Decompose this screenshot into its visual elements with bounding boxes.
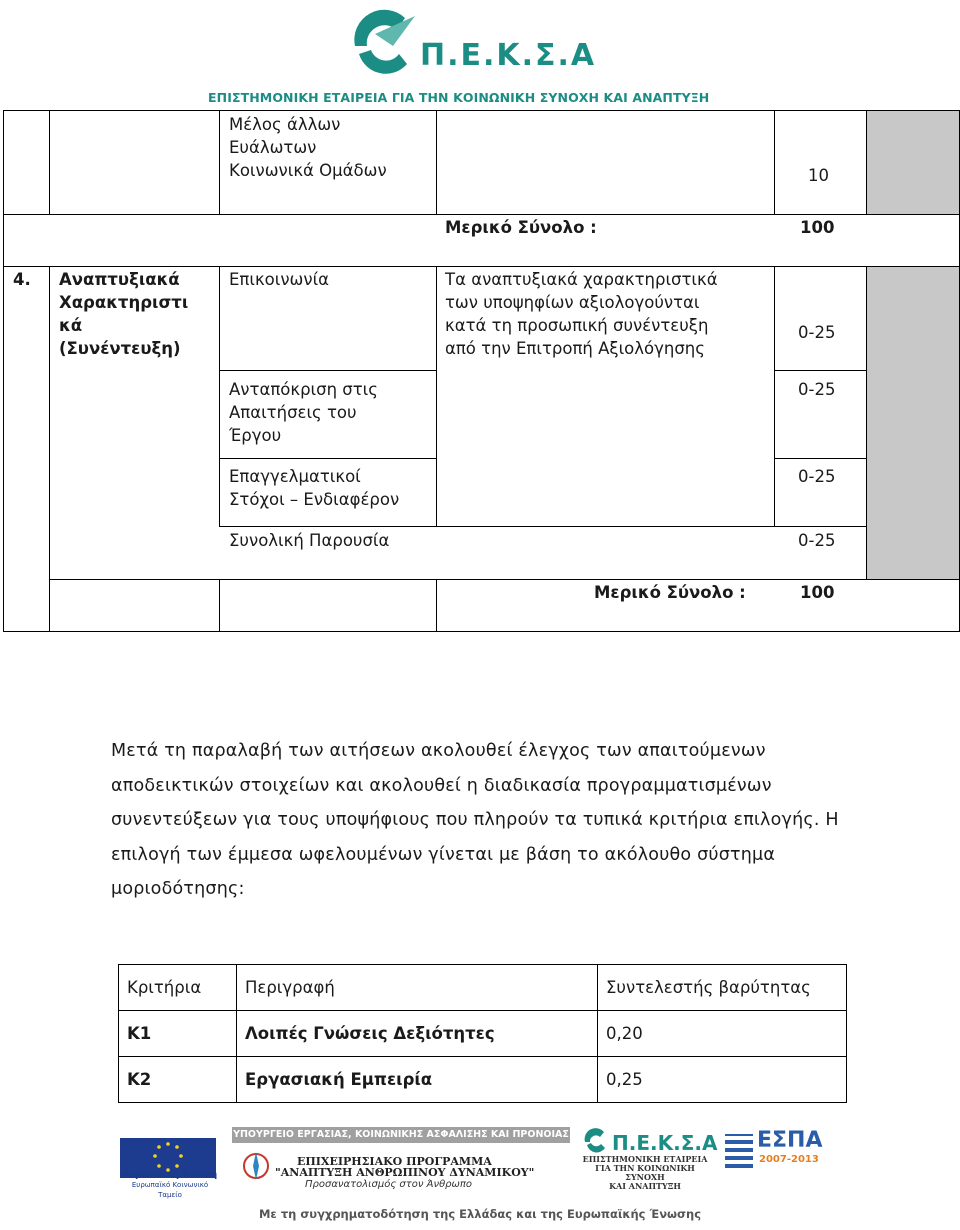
eu-caption: Ευρωπαϊκή Ένωση Ευρωπαϊκό Κοινωνικό Ταμείο (122, 1170, 218, 1199)
row-description: Λοιπές Γνώσεις Δεξιότητες (237, 1011, 598, 1057)
row-code: Κ1 (119, 1011, 237, 1057)
row-code: Κ2 (119, 1057, 237, 1103)
score-professional-goals: 0-25 (798, 467, 836, 486)
criterion-responsiveness: Ανταπόκριση στις Απαιτήσεις του Έργου (229, 380, 378, 445)
header-weight: Συντελεστής βαρύτητας (598, 965, 847, 1011)
body-paragraph: Μετά τη παραλαβή των αιτήσεων ακολουθεί έλεγχος των απαιτούμενων αποδεικτικών στοιχείων και ακολουθεί η διαδικασία προγραμματισμένων συνεντεύξεων για τους υποψήφιους που πληρούν τα τυπικά κριτήρια επιλογής. Η επιλογή των έμμεσα ωφελουμένων γίνεται με βάση το ακόλουθο σύστημα μοριοδότησης: (111, 741, 839, 899)
score-overall-presence: 0-25 (798, 531, 836, 550)
table-header-row (119, 965, 847, 1011)
score-responsiveness: 0-25 (798, 380, 836, 399)
program-subtitle: Προσανατολισμός στον Άνθρωπο (305, 1179, 473, 1190)
cofunding-note: Με τη συγχρηματοδότηση της Ελλάδας και της Ευρωπαϊκής Ένωσης (258, 1207, 702, 1221)
table-row (119, 1057, 847, 1103)
table-row (119, 1011, 847, 1057)
prev-criterion: Μέλος άλλων Ευάλωτων Κοινωνικά Ομάδων (229, 115, 387, 180)
section-number: 4. (13, 270, 31, 289)
header-brand: Π.Ε.Κ.Σ.Α (420, 38, 597, 73)
header-subtitle: ΕΠΙΣΤΗΜΟΝΙΚΗ ΕΤΑΙΡΕΙΑ ΓΙΑ ΤΗΝ ΚΟΙΝΩΝΙΚΗ ΣΥΝΟΧΗ ΚΑΙ ΑΝΑΠΤΥΞΗ (208, 90, 710, 105)
program-title: ΕΠΙΧΕΙΡΗΣΙΑΚΟ ΠΡΟΓΡΑΜΜΑ "ΑΝΑΠΤΥΞΗ ΑΝΘΡΩΠΙΝΟΥ ΔΥΝΑΜΙΚΟΥ" (275, 1155, 535, 1179)
header-description: Περιγραφή (237, 965, 598, 1011)
espa-logo: ΕΣΠΑ 2007-2013 (725, 1128, 820, 1178)
row-weight: 0,20 (598, 1011, 847, 1057)
section-title: Αναπτυξιακά Χαρακτηριστι κά (Συνέντευξη) (59, 270, 189, 358)
subtotal-label: Μερικό Σύνολο : (445, 218, 597, 237)
subtotal-label-2: Μερικό Σύνολο : (594, 583, 746, 602)
weighting-table (118, 964, 847, 1103)
ministry-band: ΥΠΟΥΡΓΕΙΟ ΕΡΓΑΣΙΑΣ, ΚΟΙΝΩΝΙΚΗΣ ΑΣΦΑΛΙΣΗΣ ΚΑΙ ΠΡΟΝΟΙΑΣ (232, 1127, 570, 1143)
score-communication: 0-25 (798, 323, 836, 342)
row-description: Εργασιακή Εμπειρία (237, 1057, 598, 1103)
criterion-communication: Επικοινωνία (229, 270, 330, 289)
prev-score: 10 (808, 166, 829, 185)
compass-icon (240, 1146, 272, 1186)
flag-icon (725, 1134, 753, 1168)
pieksa-small-logo-icon (582, 1128, 612, 1154)
subtotal-value-2: 100 (800, 583, 835, 602)
criterion-professional-goals: Επαγγελματικοί Στόχοι – Ενδιαφέρον (229, 467, 400, 509)
criterion-overall-presence: Συνολική Παρουσία (229, 531, 390, 550)
criterion-description: Τα αναπτυξιακά χαρακτηριστικά των υποψηφίων αξιολογούνται κατά τη προσωπική συνέντευξη από την Επιτροπή Αξιολόγησης (445, 270, 718, 358)
row-weight: 0,25 (598, 1057, 847, 1103)
subtotal-value: 100 (800, 218, 835, 237)
small-brand: Π.Ε.Κ.Σ.Α (612, 1131, 718, 1155)
small-brand-text: ΕΠΙΣΤΗΜΟΝΙΚΗ ΕΤΑΙΡΕΙΑ ΓΙΑ ΤΗΝ ΚΟΙΝΩΝΙΚΗ ΣΥΝΟΧΗ ΚΑΙ ΑΝΑΠΤΥΞΗ (582, 1154, 708, 1191)
header-criteria: Κριτήρια (119, 965, 237, 1011)
